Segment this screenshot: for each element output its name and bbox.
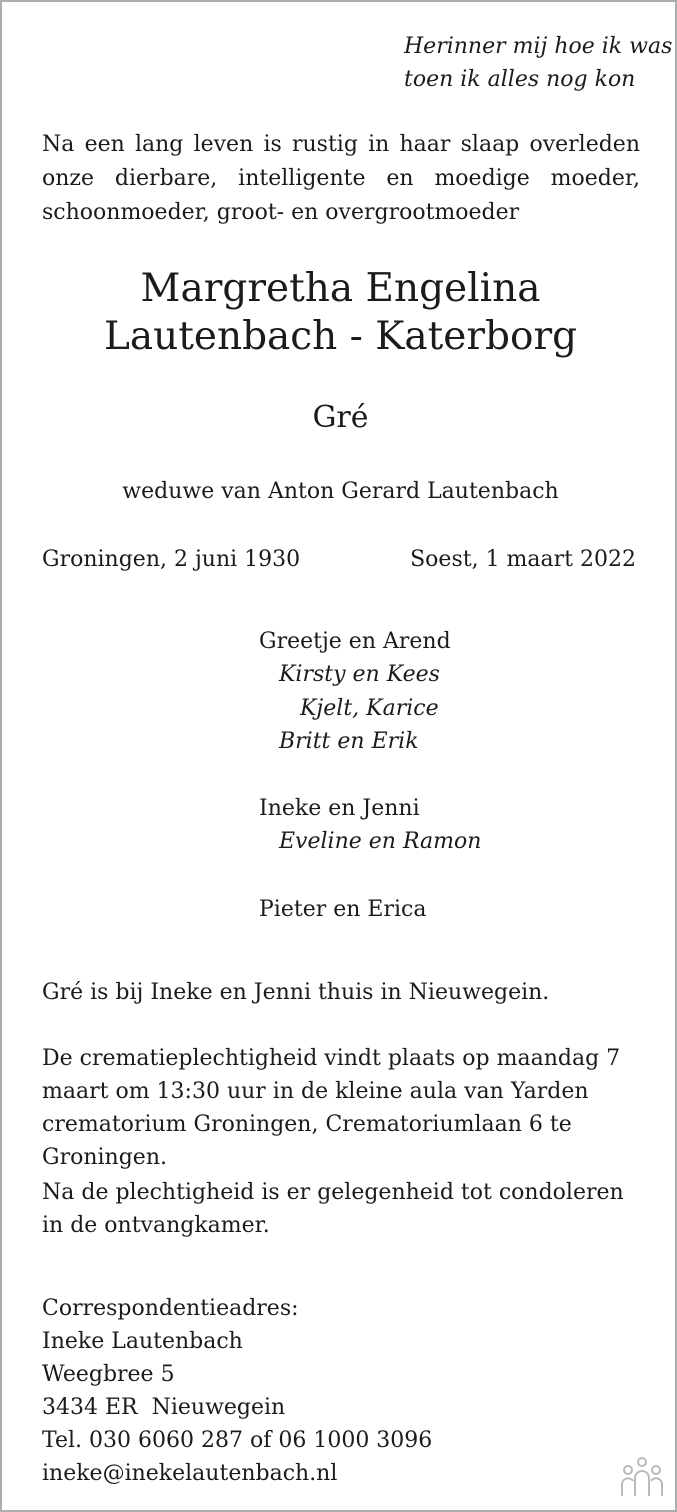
- address-heading: Correspondentieadres:: [42, 1296, 299, 1321]
- motto-line-2: toen ik alles nog kon: [404, 67, 636, 92]
- nickname: Gré: [312, 400, 369, 435]
- address-street: Weegbree 5: [42, 1362, 175, 1387]
- widow-of: weduwe van Anton Gerard Lautenbach: [122, 479, 559, 504]
- family-member: Britt en Erik: [279, 729, 419, 754]
- correspondence-address: [42, 1292, 432, 1490]
- condolence-paragraph: Na de plechtigheid is er gelegenheid tot condoleren in de ontvangkamer.: [42, 1180, 624, 1238]
- people-group-icon: [619, 1456, 665, 1498]
- address-phone: Tel. 030 6060 287 of 06 1000 3096: [42, 1428, 433, 1453]
- ceremony-paragraph: De crematieplechtigheid vindt plaats op maandag 7 maart om 13:30 uur in de kleine aula van Yarden crematorium Groningen, Crematoriumlaan 6 te Groningen.: [42, 1046, 621, 1170]
- motto: [404, 30, 672, 96]
- address-name: Ineke Lautenbach: [42, 1329, 243, 1354]
- family-member: Kjelt, Karice: [300, 696, 439, 721]
- deceased-surnames: Lautenbach - Katerborg: [103, 314, 578, 359]
- intro-text: Na een lang leven is rustig in haar slaap overleden onze dierbare, intelligente en moedige moeder, schoonmoeder, groot- en overgrootmoeder: [42, 132, 640, 225]
- deceased-first-names: Margretha Engelina: [140, 266, 541, 311]
- address-email: ineke@inekelautenbach.nl: [42, 1461, 338, 1486]
- family-member: Ineke en Jenni: [259, 796, 420, 821]
- family-member: Kirsty en Kees: [279, 662, 440, 687]
- death-place-date: Soest, 1 maart 2022: [410, 547, 636, 572]
- birth-place-date: Groningen, 2 juni 1930: [42, 547, 301, 572]
- family-member: Greetje en Arend: [259, 629, 451, 654]
- family-member: Eveline en Ramon: [279, 829, 482, 854]
- location-paragraph: Gré is bij Ineke en Jenni thuis in Nieuwegein.: [42, 980, 550, 1005]
- motto-line-1: Herinner mij hoe ik was: [404, 34, 673, 59]
- family-member: Pieter en Erica: [259, 897, 427, 922]
- address-city: 3434 ER Nieuwegein: [42, 1395, 286, 1420]
